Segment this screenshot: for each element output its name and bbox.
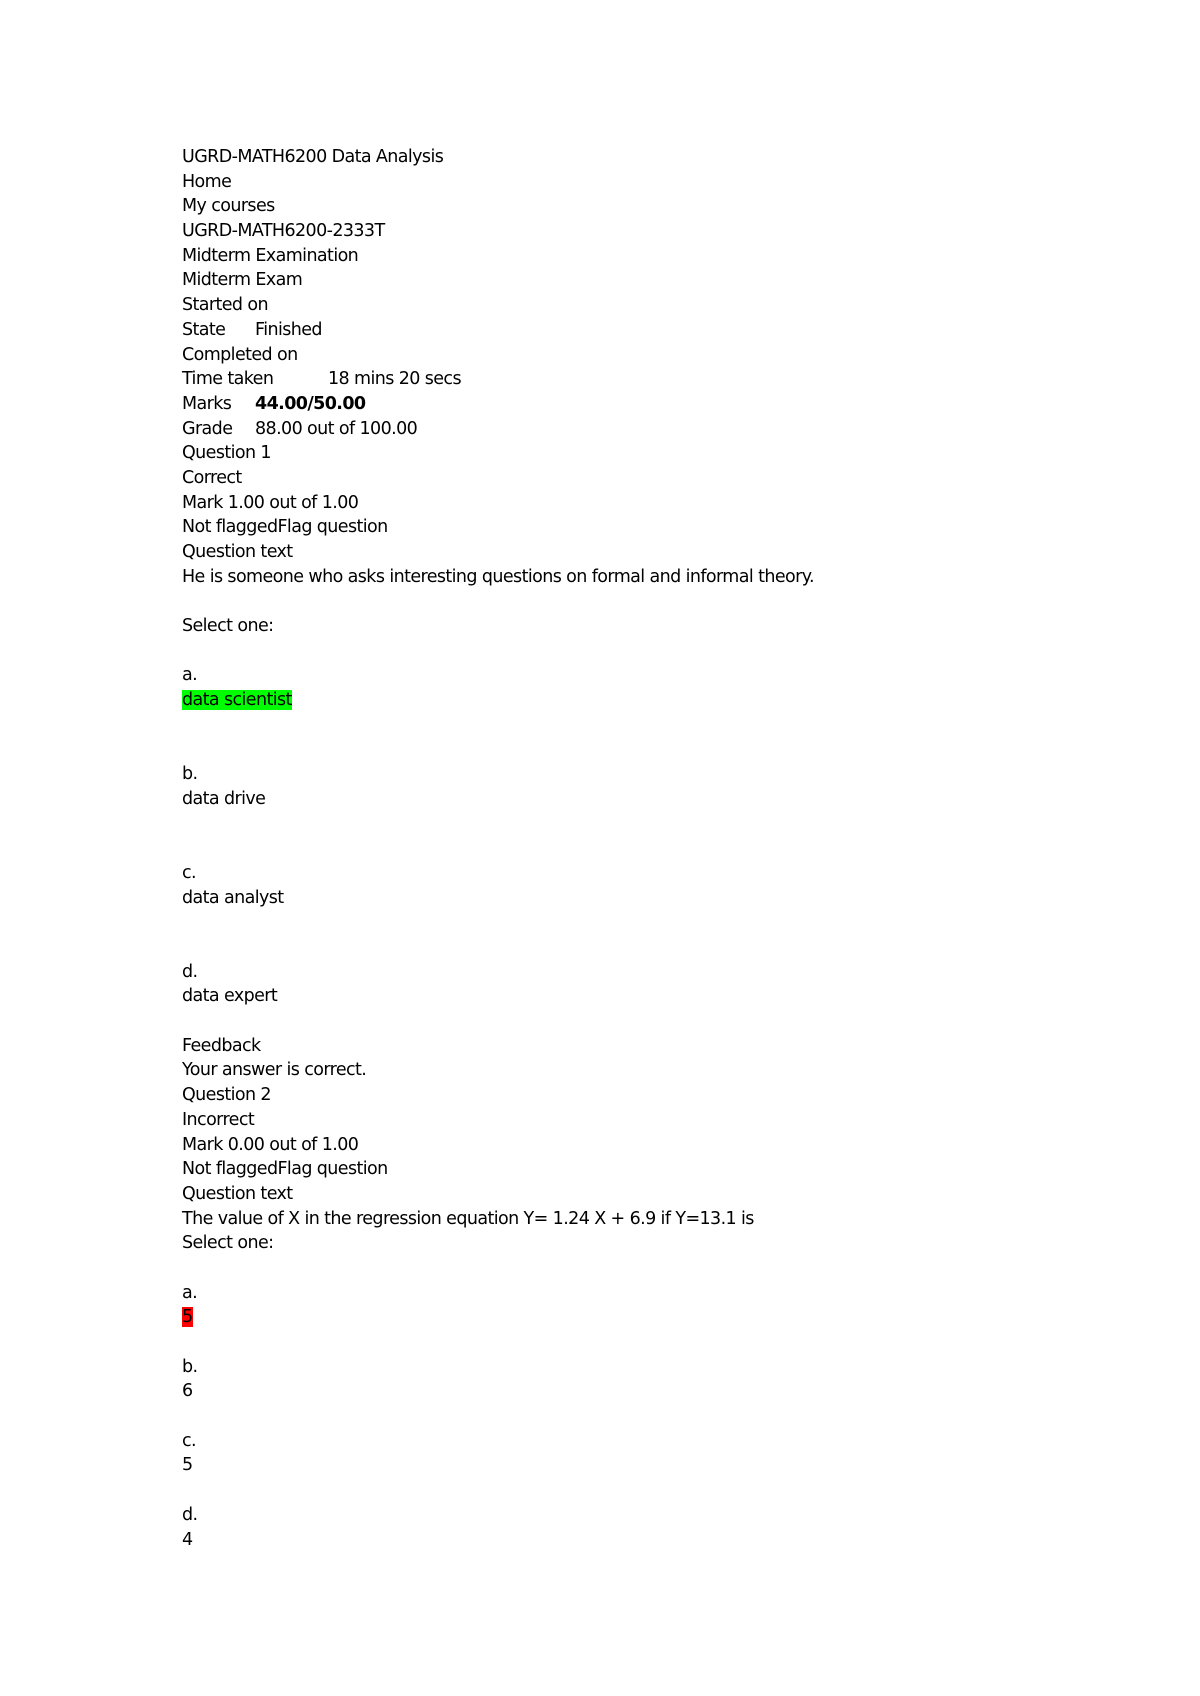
spacer xyxy=(182,1256,1142,1281)
spacer xyxy=(182,1478,1142,1503)
question-2-option-a[interactable] xyxy=(182,1305,1142,1330)
question-2-option-d-letter[interactable]: d. xyxy=(182,1504,198,1525)
question-2-text-label: Question text xyxy=(182,1183,293,1204)
question-1-status: Correct xyxy=(182,467,242,488)
spacer xyxy=(182,1009,1142,1034)
question-2-mark: Mark 0.00 out of 1.00 xyxy=(182,1134,359,1155)
nav-midterm-exam: Midterm Exam xyxy=(182,270,303,291)
question-1-mark: Mark 1.00 out of 1.00 xyxy=(182,492,359,513)
question-2-option-a-letter[interactable]: a. xyxy=(182,1282,198,1303)
question-1-select-one: Select one: xyxy=(182,616,274,637)
time-taken-value: 18 mins 20 secs xyxy=(328,369,461,390)
question-1-option-a-text: data scientist xyxy=(182,690,292,711)
nav-my-courses: My courses xyxy=(182,196,275,217)
grade-label: Grade xyxy=(182,418,233,439)
nav-course-code: UGRD-MATH6200-2333T xyxy=(182,221,385,242)
marks-row xyxy=(182,392,1142,417)
question-1-option-a-letter[interactable]: a. xyxy=(182,665,198,686)
time-taken-row xyxy=(182,367,1142,392)
spacer xyxy=(182,1330,1142,1355)
question-1-option-d-letter[interactable]: d. xyxy=(182,961,198,982)
spacer xyxy=(182,639,1142,664)
state-row xyxy=(182,318,1142,343)
question-1-option-d-text[interactable]: data expert xyxy=(182,986,278,1007)
nav-home: Home xyxy=(182,171,232,192)
question-1-flag[interactable]: Not flaggedFlag question xyxy=(182,517,388,538)
question-2-title: Question 2 xyxy=(182,1085,271,1106)
state-label: State xyxy=(182,319,226,340)
question-2-option-b-text[interactable]: 6 xyxy=(182,1381,193,1402)
spacer xyxy=(182,713,1142,762)
question-1-text: He is someone who asks interesting questions on formal and informal theory. xyxy=(182,566,814,587)
nav-midterm-examination: Midterm Examination xyxy=(182,245,359,266)
state-value: Finished xyxy=(255,319,322,340)
document-page xyxy=(182,145,1142,1552)
question-2-option-c-text[interactable]: 5 xyxy=(182,1455,193,1476)
spacer xyxy=(182,1404,1142,1429)
marks-value: 44.00/50.00 xyxy=(255,393,366,414)
completed-on-label: Completed on xyxy=(182,344,298,365)
question-1-option-c-letter[interactable]: c. xyxy=(182,862,196,883)
question-1-title: Question 1 xyxy=(182,443,271,464)
question-1-option-b-letter[interactable]: b. xyxy=(182,764,198,785)
spacer xyxy=(182,812,1142,861)
question-2-select-one: Select one: xyxy=(182,1233,274,1254)
question-2-text: The value of X in the regression equation Y= 1.24 X + 6.9 if Y=13.1 is xyxy=(182,1208,754,1229)
time-taken-label: Time taken xyxy=(182,369,274,390)
question-2-flag[interactable]: Not flaggedFlag question xyxy=(182,1159,388,1180)
marks-label: Marks xyxy=(182,393,232,414)
completed-on-row xyxy=(182,343,1142,368)
question-1-feedback-label: Feedback xyxy=(182,1035,261,1056)
spacer xyxy=(182,589,1142,614)
grade-row xyxy=(182,417,1142,442)
question-1-option-a[interactable] xyxy=(182,688,1142,713)
question-1-option-b-text[interactable]: data drive xyxy=(182,788,266,809)
spacer xyxy=(182,910,1142,959)
question-2-option-d-text[interactable]: 4 xyxy=(182,1529,193,1550)
question-1-option-c-text[interactable]: data analyst xyxy=(182,887,284,908)
started-on-label: Started on xyxy=(182,295,268,316)
course-title: UGRD-MATH6200 Data Analysis xyxy=(182,147,444,167)
question-2-status: Incorrect xyxy=(182,1109,255,1130)
grade-value: 88.00 out of 100.00 xyxy=(255,418,418,439)
question-2-option-a-text: 5 xyxy=(182,1307,193,1328)
started-on-row xyxy=(182,293,1142,318)
question-1-feedback: Your answer is correct. xyxy=(182,1060,367,1081)
question-1-text-label: Question text xyxy=(182,542,293,562)
question-2-option-b-letter[interactable]: b. xyxy=(182,1356,198,1377)
question-2-option-c-letter[interactable]: c. xyxy=(182,1430,196,1451)
